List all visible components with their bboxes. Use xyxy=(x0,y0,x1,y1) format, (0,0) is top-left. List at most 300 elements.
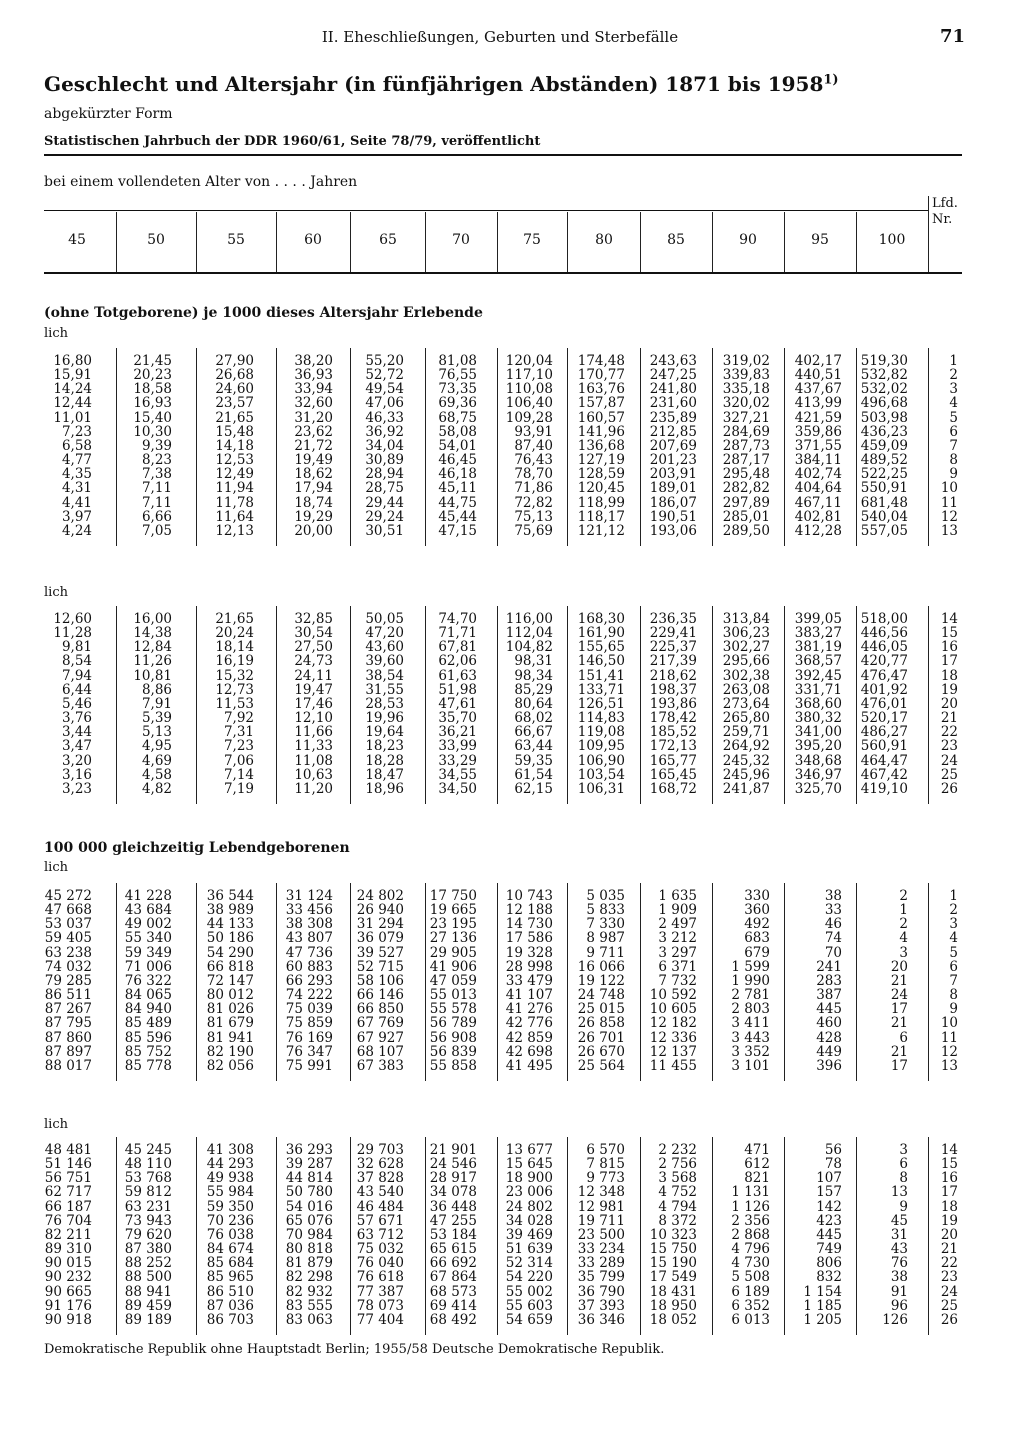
table-cell: 2 756 xyxy=(658,1156,697,1173)
table-cell: 28 917 xyxy=(429,1170,477,1187)
table-cell: 749 xyxy=(816,1241,842,1258)
table-cell: 10 605 xyxy=(649,1001,697,1018)
table-cell: 63 231 xyxy=(124,1198,172,1215)
table-cell: 446,56 xyxy=(860,625,908,642)
table-cell: 165,77 xyxy=(649,752,697,769)
source-line: Statistischen Jahrbuch der DDR 1960/61, Seite 78/79, veröffentlicht xyxy=(44,134,541,149)
table-cell: 56 789 xyxy=(429,1015,477,1032)
table-cell: 66 293 xyxy=(285,972,333,989)
table-cell: 259,71 xyxy=(722,724,770,741)
table-cell: 165,45 xyxy=(649,766,697,783)
lfd-number-cell: 1 xyxy=(949,888,958,904)
table-cell: 327,21 xyxy=(722,409,770,426)
table-cell: 83 555 xyxy=(285,1297,333,1314)
table-cell: 282,82 xyxy=(722,480,770,497)
table-cell: 44 814 xyxy=(285,1170,333,1187)
table-cell: 178,42 xyxy=(649,710,697,727)
table-cell: 5 508 xyxy=(731,1269,770,1286)
table-cell: 62,15 xyxy=(514,780,553,797)
table-cell: 41 276 xyxy=(505,1001,553,1018)
table-cell: 346,97 xyxy=(794,766,842,783)
table-cell: 76 347 xyxy=(285,1043,333,1060)
table-cell: 17 586 xyxy=(505,930,553,947)
table-cell: 10 743 xyxy=(505,888,553,904)
lfd-number-cell: 18 xyxy=(940,1198,958,1215)
table-cell: 23 500 xyxy=(577,1226,625,1243)
table-row xyxy=(0,510,1000,524)
table-row xyxy=(0,697,1000,711)
table-cell: 392,45 xyxy=(794,667,842,684)
table-cell: 4 730 xyxy=(731,1255,770,1272)
age-header-cell: 90 xyxy=(739,232,757,248)
table-cell: 75 859 xyxy=(285,1015,333,1032)
table-cell: 201,23 xyxy=(649,452,697,469)
table-cell: 75 991 xyxy=(285,1057,333,1074)
table-cell: 73,35 xyxy=(438,381,477,398)
table-cell: 7,91 xyxy=(141,695,172,712)
table-cell: 7,05 xyxy=(141,522,172,539)
table-cell: 82 932 xyxy=(285,1283,333,1300)
table-cell: 12,60 xyxy=(53,611,92,627)
table-row xyxy=(0,425,1000,439)
table-cell: 84 674 xyxy=(206,1241,254,1258)
section-title: 100 000 gleichzeitig Lebendgeborenen xyxy=(44,840,350,856)
table-cell: 1 131 xyxy=(731,1184,770,1201)
table-cell: 445 xyxy=(816,1226,842,1243)
table-row xyxy=(0,411,1000,425)
section-sublabel: lich xyxy=(44,1117,68,1132)
table-cell: 90 015 xyxy=(44,1255,92,1272)
table-cell: 86 511 xyxy=(44,987,92,1004)
table-cell: 43 684 xyxy=(124,902,172,919)
table-cell: 19,47 xyxy=(294,681,333,698)
table-cell: 80 012 xyxy=(206,987,254,1004)
table-cell: 273,64 xyxy=(722,695,770,712)
table-cell: 11,64 xyxy=(215,508,254,525)
table-cell: 67 927 xyxy=(356,1029,404,1046)
table-cell: 3,97 xyxy=(61,508,92,525)
age-header-cell: 70 xyxy=(452,232,470,248)
page-number: 71 xyxy=(940,26,966,47)
table-cell: 79 285 xyxy=(44,972,92,989)
table-cell: 359,86 xyxy=(794,423,842,440)
table-cell: 306,23 xyxy=(722,625,770,642)
table-cell: 6,44 xyxy=(61,681,92,698)
table-cell: 19 711 xyxy=(577,1212,625,1229)
table-cell: 55 340 xyxy=(124,930,172,947)
table-cell: 55 578 xyxy=(429,1001,477,1018)
table-cell: 31 294 xyxy=(356,916,404,933)
table-cell: 168,72 xyxy=(649,780,697,797)
table-cell: 4,69 xyxy=(141,752,172,769)
header-column-rule xyxy=(640,212,641,272)
table-cell: 19,64 xyxy=(365,724,404,741)
table-cell: 4 796 xyxy=(731,1241,770,1258)
table-cell: 683 xyxy=(744,930,770,947)
table-row xyxy=(0,1313,1000,1327)
table-cell: 36 544 xyxy=(206,888,254,904)
table-cell: 15,48 xyxy=(215,423,254,440)
table-cell: 21 901 xyxy=(429,1142,477,1158)
table-cell: 404,64 xyxy=(794,480,842,497)
table-cell: 4,31 xyxy=(61,480,92,497)
table-cell: 3,16 xyxy=(61,766,92,783)
lfd-number-cell: 21 xyxy=(940,710,958,727)
table-cell: 806 xyxy=(816,1255,842,1272)
table-cell: 20,24 xyxy=(215,625,254,642)
table-cell: 49 002 xyxy=(124,916,172,933)
table-cell: 72 147 xyxy=(206,972,254,989)
table-cell: 27 136 xyxy=(429,930,477,947)
table-cell: 75 039 xyxy=(285,1001,333,1018)
table-cell: 7,92 xyxy=(223,710,254,727)
table-row xyxy=(0,1242,1000,1256)
table-cell: 18,74 xyxy=(294,494,333,511)
table-cell: 66 850 xyxy=(356,1001,404,1018)
table-cell: 297,89 xyxy=(722,494,770,511)
table-cell: 42 698 xyxy=(505,1043,553,1060)
table-cell: 87 036 xyxy=(206,1297,254,1314)
table-cell: 446,05 xyxy=(860,639,908,656)
table-cell: 27,50 xyxy=(294,639,333,656)
table-cell: 20,23 xyxy=(133,367,172,384)
table-cell: 46 xyxy=(824,916,842,933)
table-cell: 36 790 xyxy=(577,1283,625,1300)
table-cell: 44 293 xyxy=(206,1156,254,1173)
table-cell: 59,35 xyxy=(514,752,553,769)
table-cell: 67 383 xyxy=(356,1057,404,1074)
table-cell: 116,00 xyxy=(505,611,553,627)
table-cell: 103,54 xyxy=(577,766,625,783)
lfd-number-cell: 26 xyxy=(940,780,958,797)
table-cell: 50 186 xyxy=(206,930,254,947)
table-cell: 9 773 xyxy=(586,1170,625,1187)
table-cell: 7,19 xyxy=(223,780,254,797)
table-cell: 49,54 xyxy=(365,381,404,398)
table-cell: 77 387 xyxy=(356,1283,404,1300)
header-column-rule xyxy=(928,196,929,272)
table-cell: 6 352 xyxy=(731,1297,770,1314)
table-row xyxy=(0,1002,1000,1016)
table-row xyxy=(0,1256,1000,1270)
lfd-number-cell: 16 xyxy=(940,1170,958,1187)
table-cell: 496,68 xyxy=(860,395,908,412)
table-cell: 11,26 xyxy=(133,653,172,670)
table-cell: 11,53 xyxy=(215,695,254,712)
table-cell: 56 xyxy=(824,1142,842,1158)
table-cell: 58,08 xyxy=(438,423,477,440)
table-row xyxy=(0,903,1000,917)
table-cell: 89 189 xyxy=(124,1311,172,1328)
table-cell: 70 984 xyxy=(285,1226,333,1243)
lfd-number-cell: 15 xyxy=(940,625,958,642)
table-cell: 59 350 xyxy=(206,1198,254,1215)
table-cell: 87 860 xyxy=(44,1029,92,1046)
header-column-rule xyxy=(350,212,351,272)
header-column-rule xyxy=(784,212,785,272)
lfd-number-cell: 13 xyxy=(940,1057,958,1074)
table-cell: 136,68 xyxy=(577,437,625,454)
table-cell: 14,18 xyxy=(215,437,254,454)
table-cell: 24 802 xyxy=(505,1198,553,1215)
table-row xyxy=(0,669,1000,683)
table-cell: 3,23 xyxy=(61,780,92,797)
table-cell: 58 106 xyxy=(356,972,404,989)
table-cell: 12,84 xyxy=(133,639,172,656)
table-cell: 69 414 xyxy=(429,1297,477,1314)
table-cell: 15 190 xyxy=(649,1255,697,1272)
title-text: Geschlecht und Altersjahr (in fünfjährigen Abständen) 1871 bis 1958 xyxy=(44,72,824,96)
table-cell: 67 864 xyxy=(429,1269,477,1286)
table-cell: 52,72 xyxy=(365,367,404,384)
table-cell: 3 212 xyxy=(658,930,697,947)
table-cell: 106,90 xyxy=(577,752,625,769)
table-cell: 71,86 xyxy=(514,480,553,497)
table-cell: 320,02 xyxy=(722,395,770,412)
table-cell: 10,63 xyxy=(294,766,333,783)
table-row xyxy=(0,739,1000,753)
table-cell: 90 232 xyxy=(44,1269,92,1286)
table-cell: 78 xyxy=(824,1156,842,1173)
table-cell: 90 665 xyxy=(44,1283,92,1300)
table-cell: 76,55 xyxy=(438,367,477,384)
table-cell: 6 xyxy=(899,1156,908,1173)
table-cell: 52 715 xyxy=(356,958,404,975)
table-cell: 241 xyxy=(816,958,842,975)
table-cell: 74 222 xyxy=(285,987,333,1004)
table-cell: 41 107 xyxy=(505,987,553,1004)
table-cell: 12,44 xyxy=(53,395,92,412)
table-cell: 26,68 xyxy=(215,367,254,384)
table-cell: 85 965 xyxy=(206,1269,254,1286)
table-cell: 11 455 xyxy=(649,1057,697,1074)
table-cell: 5,46 xyxy=(61,695,92,712)
age-header-cell: 65 xyxy=(379,232,397,248)
table-cell: 3,76 xyxy=(61,710,92,727)
table-row xyxy=(0,467,1000,481)
header-bottom-rule xyxy=(44,272,962,274)
table-cell: 3,44 xyxy=(61,724,92,741)
table-cell: 18,14 xyxy=(215,639,254,656)
table-cell: 18,58 xyxy=(133,381,172,398)
lfd-number-cell: 1 xyxy=(949,353,958,369)
table-cell: 114,83 xyxy=(577,710,625,727)
table-cell: 90 918 xyxy=(44,1311,92,1328)
table-cell: 82 056 xyxy=(206,1057,254,1074)
table-cell: 126 xyxy=(882,1311,908,1328)
table-row xyxy=(0,1045,1000,1059)
table-cell: 15,40 xyxy=(133,409,172,426)
table-row xyxy=(0,889,1000,903)
table-cell: 17,46 xyxy=(294,695,333,712)
table-cell: 54 659 xyxy=(505,1311,553,1328)
table-cell: 339,83 xyxy=(722,367,770,384)
table-cell: 47 059 xyxy=(429,972,477,989)
table-cell: 66 187 xyxy=(44,1198,92,1215)
lfd-number-cell: 12 xyxy=(940,508,958,525)
table-cell: 79 620 xyxy=(124,1226,172,1243)
table-cell: 53 037 xyxy=(44,916,92,933)
section-sublabel: lich xyxy=(44,326,68,341)
table-cell: 612 xyxy=(744,1156,770,1173)
table-cell: 168,30 xyxy=(577,611,625,627)
table-cell: 28,94 xyxy=(365,466,404,483)
table-row xyxy=(0,754,1000,768)
table-cell: 284,69 xyxy=(722,423,770,440)
table-row xyxy=(0,1200,1000,1214)
table-cell: 80,64 xyxy=(514,695,553,712)
table-cell: 76 618 xyxy=(356,1269,404,1286)
table-cell: 12 336 xyxy=(649,1029,697,1046)
table-cell: 47 736 xyxy=(285,944,333,961)
table-cell: 51 146 xyxy=(44,1156,92,1173)
table-row xyxy=(0,481,1000,495)
table-cell: 11,78 xyxy=(215,494,254,511)
age-header-cell: 85 xyxy=(667,232,685,248)
table-cell: 47,61 xyxy=(438,695,477,712)
table-cell: 75 032 xyxy=(356,1241,404,1258)
table-cell: 76 040 xyxy=(356,1255,404,1272)
table-cell: 55 984 xyxy=(206,1184,254,1201)
table-cell: 82 190 xyxy=(206,1043,254,1060)
table-cell: 23,57 xyxy=(215,395,254,412)
table-cell: 86 510 xyxy=(206,1283,254,1300)
table-cell: 19,49 xyxy=(294,452,333,469)
table-cell: 23 195 xyxy=(429,916,477,933)
table-cell: 6 371 xyxy=(658,958,697,975)
table-cell: 218,62 xyxy=(649,667,697,684)
table-cell: 47,15 xyxy=(438,522,477,539)
table-cell: 540,04 xyxy=(860,508,908,525)
table-row xyxy=(0,960,1000,974)
table-cell: 49 938 xyxy=(206,1170,254,1187)
table-row xyxy=(0,439,1000,453)
table-row xyxy=(0,931,1000,945)
table-cell: 28 998 xyxy=(505,958,553,975)
table-cell: 2 803 xyxy=(731,1001,770,1018)
table-cell: 560,91 xyxy=(860,738,908,755)
table-cell: 157 xyxy=(816,1184,842,1201)
table-cell: 98,34 xyxy=(514,667,553,684)
table-cell: 459,09 xyxy=(860,437,908,454)
lfd-number-cell: 26 xyxy=(940,1311,958,1328)
table-cell: 45,44 xyxy=(438,508,477,525)
table-row xyxy=(0,382,1000,396)
table-cell: 107 xyxy=(816,1170,842,1187)
table-cell: 38,20 xyxy=(294,353,333,369)
table-cell: 395,20 xyxy=(794,738,842,755)
table-cell: 8,54 xyxy=(61,653,92,670)
table-cell: 32 628 xyxy=(356,1156,404,1173)
table-cell: 7,11 xyxy=(141,494,172,511)
lfd-number-cell: 19 xyxy=(940,681,958,698)
table-cell: 7,23 xyxy=(223,738,254,755)
table-cell: 76 169 xyxy=(285,1029,333,1046)
table-cell: 61,54 xyxy=(514,766,553,783)
table-cell: 1 599 xyxy=(731,958,770,975)
table-cell: 36 346 xyxy=(577,1311,625,1328)
table-cell: 681,48 xyxy=(860,494,908,511)
table-cell: 3 xyxy=(899,944,908,961)
table-cell: 70 xyxy=(824,944,842,961)
table-cell: 42 776 xyxy=(505,1015,553,1032)
table-cell: 33 479 xyxy=(505,972,553,989)
lfd-number-cell: 3 xyxy=(949,381,958,398)
table-row xyxy=(0,453,1000,467)
table-cell: 81 879 xyxy=(285,1255,333,1272)
table-cell: 7 330 xyxy=(586,916,625,933)
table-cell: 471 xyxy=(744,1142,770,1158)
table-cell: 1 635 xyxy=(658,888,697,904)
table-cell: 11,20 xyxy=(294,780,333,797)
table-cell: 193,06 xyxy=(649,522,697,539)
table-cell: 43 xyxy=(890,1241,908,1258)
table-cell: 76 038 xyxy=(206,1226,254,1243)
table-cell: 88 252 xyxy=(124,1255,172,1272)
table-cell: 29,24 xyxy=(365,508,404,525)
table-cell: 4 752 xyxy=(658,1184,697,1201)
table-cell: 335,18 xyxy=(722,381,770,398)
table-cell: 243,63 xyxy=(649,353,697,369)
table-cell: 4,77 xyxy=(61,452,92,469)
table-cell: 66,67 xyxy=(514,724,553,741)
age-header-cell: 75 xyxy=(523,232,541,248)
table-cell: 6,58 xyxy=(61,437,92,454)
table-cell: 155,65 xyxy=(577,639,625,656)
table-cell: 10,30 xyxy=(133,423,172,440)
table-cell: 16,93 xyxy=(133,395,172,412)
table-cell: 15 645 xyxy=(505,1156,553,1173)
table-cell: 7,06 xyxy=(223,752,254,769)
table-cell: 11,28 xyxy=(53,625,92,642)
table-cell: 518,00 xyxy=(860,611,908,627)
table-cell: 39 287 xyxy=(285,1156,333,1173)
subtitle: abgekürzter Form xyxy=(44,106,173,122)
table-cell: 302,27 xyxy=(722,639,770,656)
lfd-number-cell: 24 xyxy=(940,752,958,769)
table-row xyxy=(0,725,1000,739)
lfd-number-cell: 21 xyxy=(940,1241,958,1258)
table-cell: 25 564 xyxy=(577,1057,625,1074)
lfd-number-cell: 20 xyxy=(940,1226,958,1243)
table-cell: 3 297 xyxy=(658,944,697,961)
table-cell: 186,07 xyxy=(649,494,697,511)
table-cell: 106,40 xyxy=(505,395,553,412)
lfd-header: Lfd. Nr. xyxy=(932,196,958,227)
table-cell: 325,70 xyxy=(794,780,842,797)
table-cell: 10,81 xyxy=(133,667,172,684)
table-cell: 2 356 xyxy=(731,1212,770,1229)
table-cell: 23 006 xyxy=(505,1184,553,1201)
table-cell: 46 484 xyxy=(356,1198,404,1215)
table-cell: 87 380 xyxy=(124,1241,172,1258)
lfd-number-cell: 20 xyxy=(940,695,958,712)
table-row xyxy=(0,782,1000,796)
table-cell: 18,28 xyxy=(365,752,404,769)
table-cell: 295,48 xyxy=(722,466,770,483)
lfd-number-cell: 24 xyxy=(940,1283,958,1300)
table-cell: 63 712 xyxy=(356,1226,404,1243)
table-cell: 70 236 xyxy=(206,1212,254,1229)
table-cell: 75,13 xyxy=(514,508,553,525)
table-cell: 76 xyxy=(890,1255,908,1272)
table-cell: 34,50 xyxy=(438,780,477,797)
table-cell: 133,71 xyxy=(577,681,625,698)
table-cell: 3 xyxy=(899,1142,908,1158)
table-cell: 17 xyxy=(890,1057,908,1074)
table-cell: 82 211 xyxy=(44,1226,92,1243)
age-header-cell: 60 xyxy=(304,232,322,248)
